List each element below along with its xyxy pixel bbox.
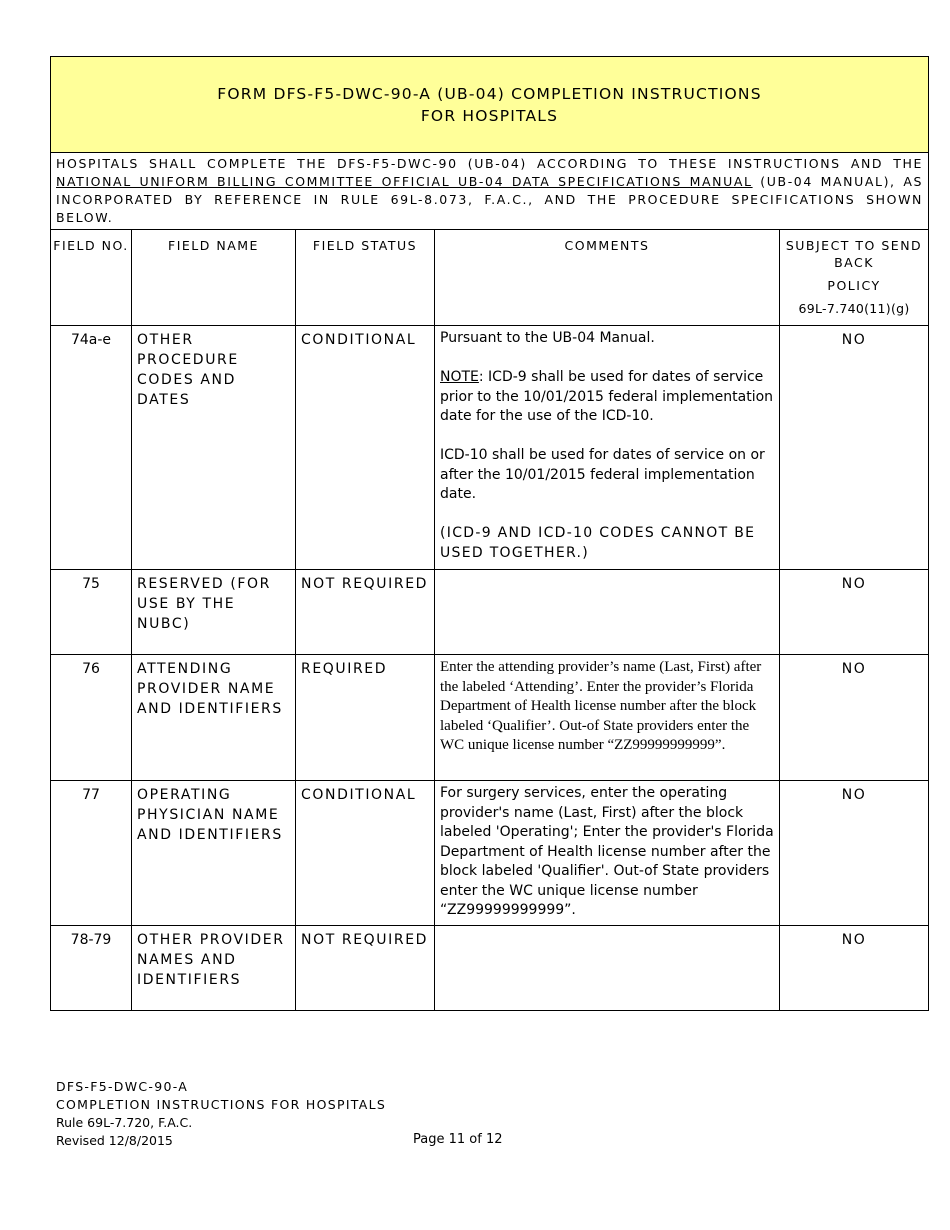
page-footer [56,1078,386,1150]
header-field-name [132,230,296,326]
field-name: OPERATING PHYSICIAN NAME AND IDENTIFIERS [132,781,296,926]
field-no: 77 [51,781,132,926]
page-number: Page 11 of 12 [413,1132,503,1147]
header-row [51,230,929,326]
field-policy: NO [780,781,929,926]
field-policy: NO [780,926,929,1011]
field-name: OTHER PROVIDER NAMES AND IDENTIFIERS [132,926,296,1011]
table-row [51,570,929,655]
header-comments-label: COMMENTS [564,238,650,253]
footer-rule: Rule 69L-7.720, F.A.C. [56,1115,193,1130]
note-text: : ICD-9 shall be used for dates of service prior to the 10/01/2015 federal implementation date for the use of the ICD-10. [440,369,774,424]
header-field-status-label: FIELD STATUS [312,238,418,253]
field-status: CONDITIONAL [296,781,435,926]
field-no: 74a-e [51,326,132,570]
field-comments [435,655,780,781]
table-row [51,655,929,781]
table-row [51,926,929,1011]
header-policy [780,230,929,326]
table-row [51,781,929,926]
intro-part2: (UB-04 MANUAL), AS INCORPORATED BY REFERENCE IN RULE 69L-8.073, F.A.C., AND THE PROCEDURE SPECIFICATIONS SHOWN BELOW. [56,174,924,225]
header-field-no [51,230,132,326]
field-comments [435,570,780,655]
field-status: NOT REQUIRED [296,570,435,655]
field-policy: NO [780,570,929,655]
comment-text: Pursuant to the UB-04 Manual. [440,330,655,346]
header-policy-line1: SUBJECT TO SEND BACK [785,238,923,270]
field-comments [435,326,780,570]
field-status: NOT REQUIRED [296,926,435,1011]
field-comments [435,926,780,1011]
header-policy-rule: 69L-7.740(11)(g) [798,301,910,316]
header-field-status [296,230,435,326]
note-label: NOTE [440,369,479,385]
table-row [51,326,929,570]
header-field-no-label: FIELD NO. [53,238,129,253]
comment-note [440,368,774,427]
field-policy: NO [780,326,929,570]
header-comments [435,230,780,326]
field-policy: NO [780,655,929,781]
field-name: OTHER PROCEDURE CODES AND DATES [132,326,296,570]
form-title [51,57,929,153]
form-title-line1: FORM DFS-F5-DWC-90-A (UB-04) COMPLETION INSTRUCTIONS [217,84,762,103]
field-no: 78-79 [51,926,132,1011]
field-no: 75 [51,570,132,655]
footer-form-id: DFS-F5-DWC-90-A [56,1079,189,1094]
header-field-name-label: FIELD NAME [168,238,259,253]
header-policy-line2: POLICY [827,278,881,293]
comment-text: For surgery services, enter the operating provider's name (Last, First) after the block labeled 'Operating'; Enter the provider's Florida Department of Health license number after the block labeled 'Qualifier'. Out-of State providers enter the WC unique license number “ZZ99999999999”. [440,785,774,918]
manual-reference: NATIONAL UNIFORM BILLING COMMITTEE OFFICIAL UB-04 DATA SPECIFICATIONS MANUAL [56,174,753,189]
field-comments [435,781,780,926]
form-title-line2: FOR HOSPITALS [420,106,559,125]
footer-revised: Revised 12/8/2015 [56,1133,173,1148]
comment-text: ICD-10 shall be used for dates of service on or after the 10/01/2015 federal implementation date. [440,447,765,502]
intro-part1: HOSPITALS SHALL COMPLETE THE DFS-F5-DWC-90 (UB-04) ACCORDING TO THESE INSTRUCTIONS AND THE [56,156,924,171]
field-status: REQUIRED [296,655,435,781]
instructions-table [50,56,929,1011]
field-name: ATTENDING PROVIDER NAME AND IDENTIFIERS [132,655,296,781]
comment-text: Enter the attending provider’s name (Last, First) after the labeled ‘Attending’. Enter the provider’s Florida Department of Health license number after the block labeled ‘Qualifier’. Out-of State providers enter the WC unique license number “ZZ99999999999”. [440,659,762,753]
intro-paragraph [51,153,929,230]
field-no: 76 [51,655,132,781]
field-status: CONDITIONAL [296,326,435,570]
footer-doc-title: COMPLETION INSTRUCTIONS FOR HOSPITALS [56,1097,387,1112]
field-name: RESERVED (FOR USE BY THE NUBC) [132,570,296,655]
comment-text: (ICD-9 AND ICD-10 CODES CANNOT BE USED TOGETHER.) [440,525,756,561]
